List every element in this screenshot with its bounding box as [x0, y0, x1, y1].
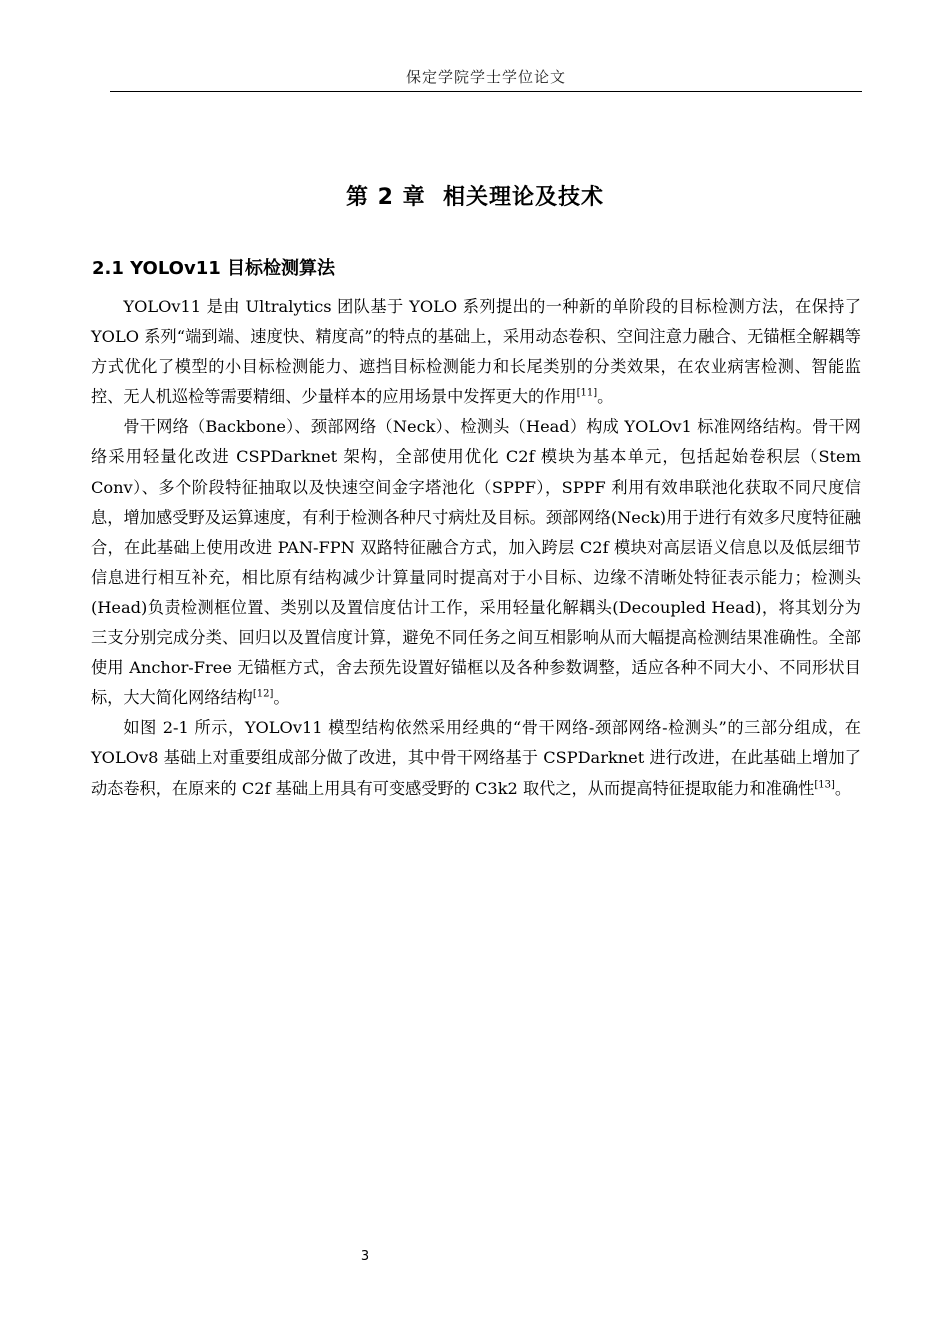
citation: [13]: [814, 779, 835, 791]
header-rule: [110, 91, 862, 92]
paragraph-text: YOLOv11 是由 Ultralytics 团队基于 YOLO 系列提出的一种新的单阶段的目标检测方法，在保持了 YOLO 系列“端到端、速度快、精度高”的特点的基础上，采用动态卷积、空间注意力融合、无锚框全解耦等方式优化了模型的小目标检测能力、遮挡目标检测能力和长尾类别的分类效果，在农业病害检测、智能监控、无人机巡检等需要精细、少量样本的应用场景中发挥更大的作用: [91, 297, 861, 407]
citation: [11]: [576, 387, 598, 399]
paragraph-3: [91, 713, 861, 803]
paragraph-end: 。: [273, 688, 290, 708]
running-header: 保定学院学士学位论文: [405, 68, 566, 86]
chapter-title: 第 2 章 相关理论及技术: [346, 185, 604, 210]
citation: [12]: [252, 688, 274, 700]
section-title: 2.1 YOLOv11 目标检测算法: [92, 258, 336, 279]
paragraph-end: 。: [834, 778, 852, 798]
paragraph-end: 。: [597, 387, 614, 407]
paragraph-text: 骨干网络（Backbone）、颈部网络（Neck）、检测头（Head）构成 YOLOv1 标准网络结构。骨干网络采用轻量化改进 CSPDarknet 架构，全部使用优化 C2f 模块为基本单元，包括起始卷积层（Stem Conv）、多个阶段特征抽取以及快速空间金字塔池化（SPPF），SPPF 利用有效串联池化获取不同尺度信息，增加感受野及运算速度，有利于检测各种尺寸病灶及目标。颈部网络(Neck)用于进行有效多尺度特征融合，在此基础上使用改进 PAN-FPN 双路特征融合方式，加入跨层 C2f 模块对高层语义信息以及低层细节信息进行相互补充，相比原有结构减少计算量同时提高对于小目标、边缘不清晰处特征表示能力；检测头(Head)负责检测框位置、类别以及置信度估计工作，采用轻量化解耦头(Decoupled Head)，将其划分为三支分别完成分类、回归以及置信度计算，避免不同任务之间互相影响从而大幅提高检测结果准确性。全部使用 Anchor-Free 无锚框方式，舍去预先设置好锚框以及各种参数调整，适应各种不同大小、不同形状目标，大大简化网络结构: [91, 417, 861, 708]
paragraph-1: [91, 292, 861, 412]
paragraph-text: 如图 2-1 所示，YOLOv11 模型结构依然采用经典的“骨干网络-颈部网络-检测头”的三部分组成，在 YOLOv8 基础上对重要组成部分做了改进，其中骨干网络基于 CSPDarknet 进行改进，在此基础上增加了动态卷积，在原来的 C2f 基础上用具有可变感受野的 C3k2 取代之，从而提高特征提取能力和准确性: [91, 718, 861, 798]
page-number: 3: [360, 1249, 370, 1264]
body-text: [91, 292, 861, 804]
paragraph-2: [91, 412, 861, 713]
